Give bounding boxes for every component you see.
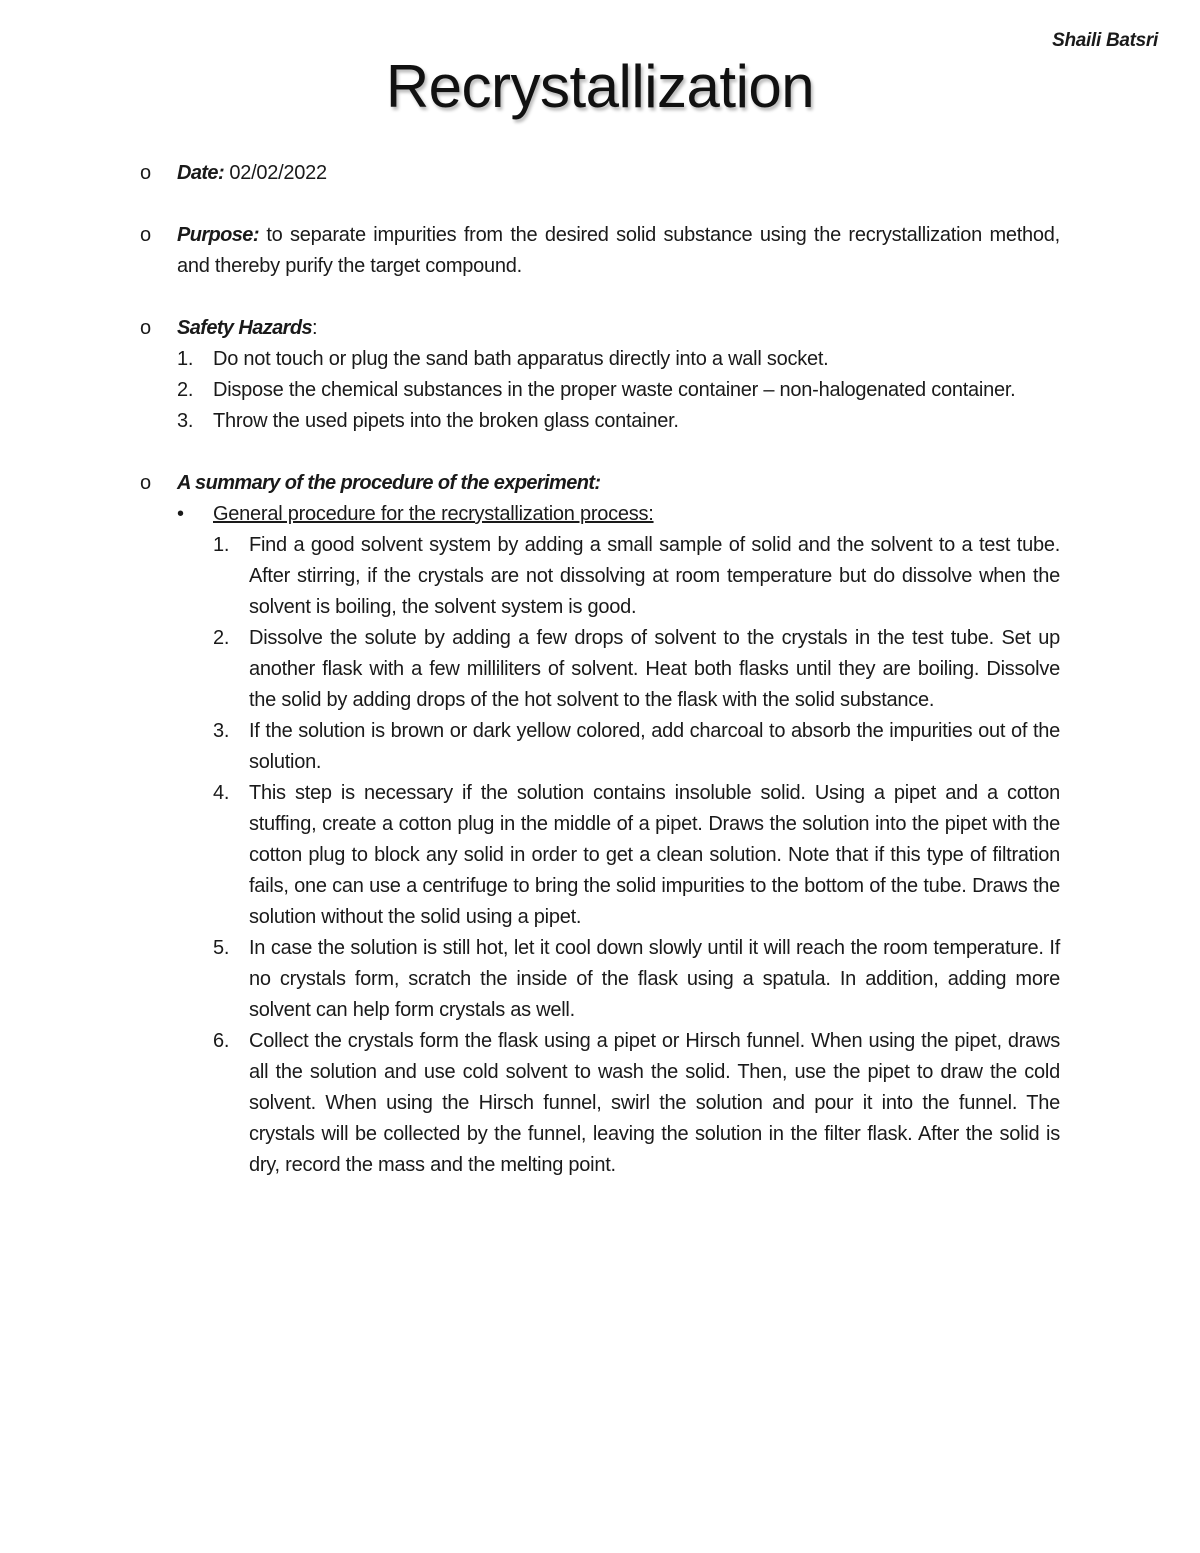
safety-item-text: Dispose the chemical substances in the proper waste container – non-halogenated container. (213, 379, 1016, 401)
list-number: 1. (177, 348, 194, 370)
list-number: 2. (213, 627, 230, 649)
author-name: Shaili Batsri (1052, 30, 1158, 51)
general-procedure (177, 499, 1060, 1181)
list-number: 3. (177, 410, 194, 432)
safety-item (177, 375, 1060, 406)
date-label: Date: (177, 162, 225, 184)
purpose-text: to separate impurities from the desired solid substance using the recrystallization method, and thereby purify the target compound. (177, 224, 1060, 277)
list-number: 4. (213, 782, 230, 804)
circle-bullet-icon: o (140, 162, 151, 184)
procedure-step (213, 933, 1060, 1026)
procedure-step (213, 530, 1060, 623)
summary-label: A summary of the procedure of the experiment: (177, 472, 601, 494)
safety-list (177, 344, 1060, 437)
list-number: 6. (213, 1030, 230, 1052)
procedure-step-text: Collect the crystals form the flask using a pipet or Hirsch funnel. When using the pipet, draws all the solution and use cold solvent to wash the solid. Then, use the pipet to draw the cold solvent. When using the Hirsch funnel, swirl the solution and pour it into the funnel. The crystals will be collected by the funnel, leaving the solution in the filter flask. After the solid is dry, record the mass and the melting point. (249, 1030, 1060, 1176)
procedure-step (213, 623, 1060, 716)
procedure-step (213, 778, 1060, 933)
safety-section (140, 313, 1060, 437)
circle-bullet-icon: o (140, 317, 151, 339)
procedure-step-text: In case the solution is still hot, let it cool down slowly until it will reach the room temperature. If no crystals form, scratch the inside of the flask using a spatula. In addition, adding more solvent can help form crystals as well. (249, 937, 1060, 1021)
page-title: Recrystallization (385, 53, 815, 120)
safety-item (177, 406, 1060, 437)
procedure-step-text: Find a good solvent system by adding a small sample of solid and the solvent to a test tube. After stirring, if the crystals are not dissolving at room temperature but do dissolve when the solvent is boiling, the solvent system is good. (249, 534, 1060, 618)
date-value: 02/02/2022 (224, 162, 327, 184)
list-number: 5. (213, 937, 230, 959)
purpose-section (140, 220, 1060, 282)
safety-item-text: Do not touch or plug the sand bath apparatus directly into a wall socket. (213, 348, 829, 370)
summary-section (140, 468, 1060, 1181)
document-body (140, 158, 1060, 1212)
procedure-step-text: Dissolve the solute by adding a few drops of solvent to the crystals in the test tube. Set up another flask with a few milliliters of solvent. Heat both flasks until they are boiling. Dissolve the solid by adding drops of the hot solvent to the flask with the solid substance. (249, 627, 1060, 711)
list-number: 2. (177, 379, 194, 401)
procedure-steps (213, 530, 1060, 1181)
procedure-step (213, 1026, 1060, 1181)
general-procedure-title: General procedure for the recrystallization process: (213, 503, 654, 525)
safety-colon: : (312, 317, 318, 339)
safety-label: Safety Hazards (177, 317, 312, 339)
circle-bullet-icon: o (140, 472, 151, 494)
date-section (140, 158, 1060, 189)
procedure-step (213, 716, 1060, 778)
dot-bullet-icon: • (177, 503, 184, 525)
procedure-step-text: This step is necessary if the solution contains insoluble solid. Using a pipet and a cotton stuffing, create a cotton plug in the middle of a pipet. Draws the solution into the pipet with the cotton plug to block any solid in order to get a clean solution. Note that if this type of filtration fails, one can use a centrifuge to bring the solid impurities to the bottom of the tube. Draws the solution without the solid using a pipet. (249, 782, 1060, 928)
list-number: 3. (213, 720, 230, 742)
safety-item-text: Throw the used pipets into the broken glass container. (213, 410, 679, 432)
purpose-label: Purpose: (177, 224, 259, 246)
procedure-step-text: If the solution is brown or dark yellow colored, add charcoal to absorb the impurities out of the solution. (249, 720, 1060, 773)
safety-item (177, 344, 1060, 375)
circle-bullet-icon: o (140, 224, 151, 246)
list-number: 1. (213, 534, 230, 556)
